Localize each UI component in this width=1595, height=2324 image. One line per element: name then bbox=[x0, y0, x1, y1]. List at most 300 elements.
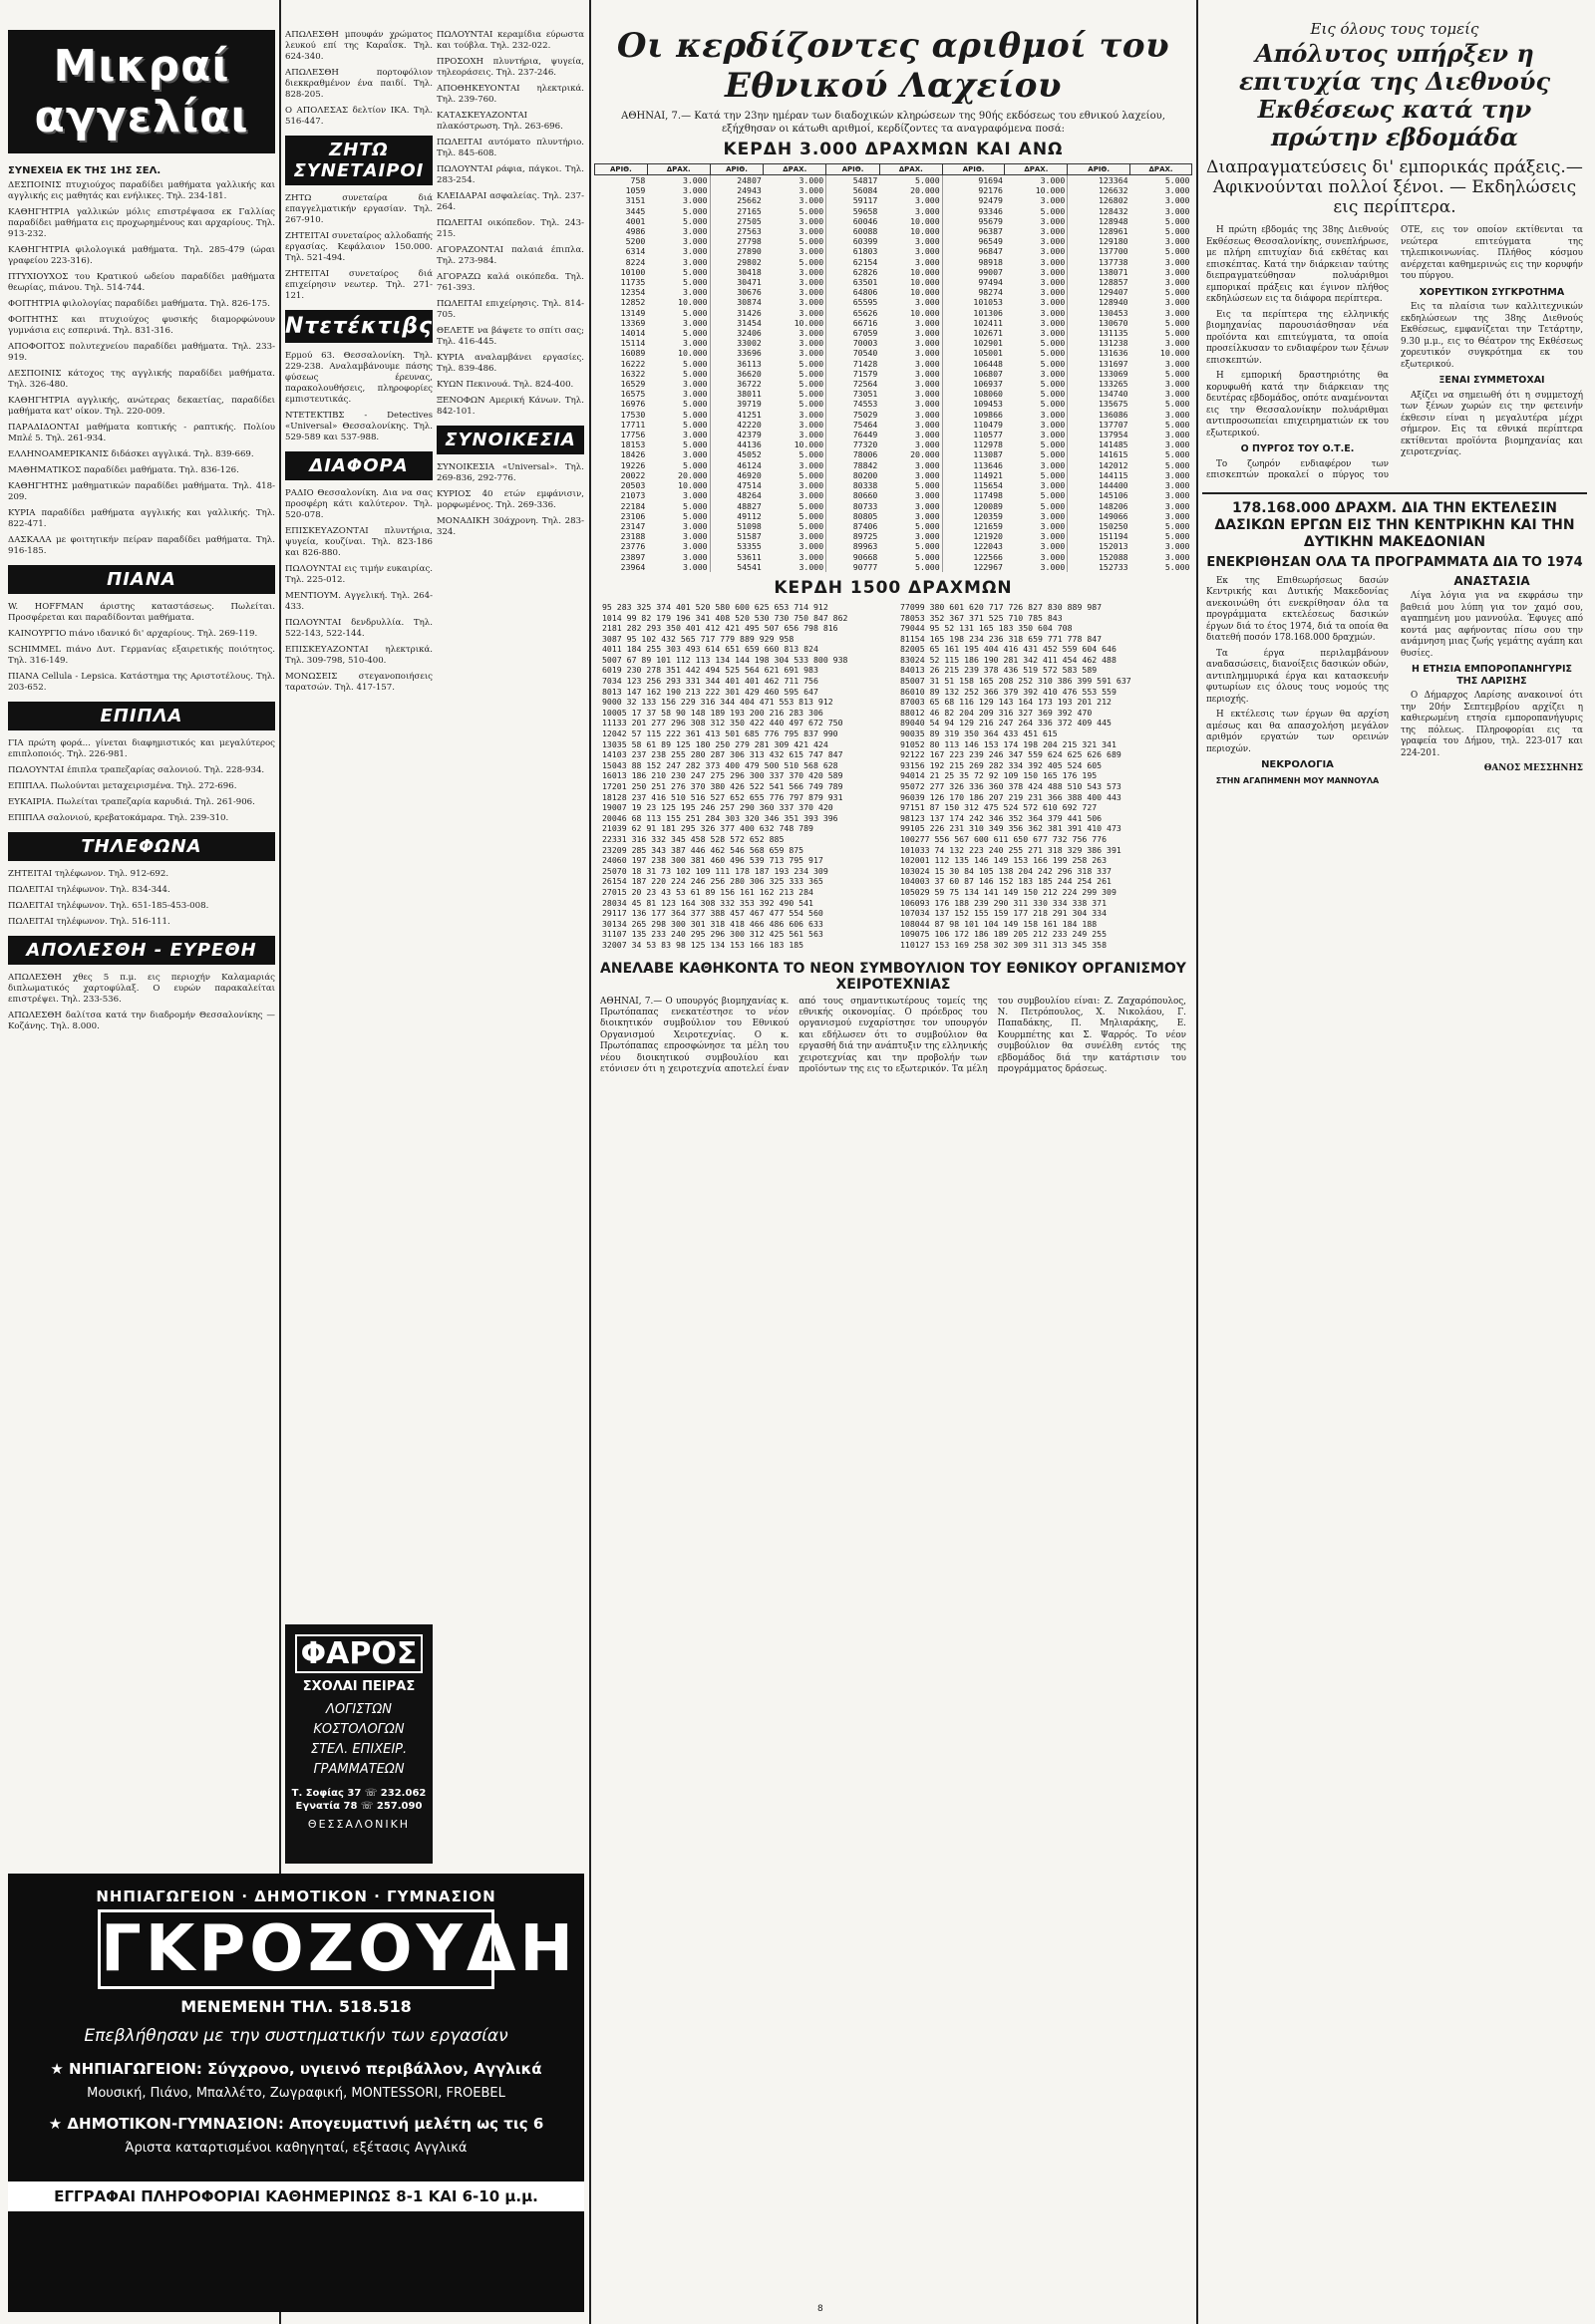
classified-ad: ΦΟΙΤΗΤΗΣ και πτυχιούχος φυσικής διαμορφώνουν γυμνάσια εις εσπερινά. Τηλ. 831-316. bbox=[8, 315, 275, 336]
classified-ad: ΑΠΩΛΕΣΘΗ πορτοφόλιον διεκκραθμένον ένα παιδί. Τηλ. 828-205. bbox=[285, 68, 433, 100]
ads-list-phones bbox=[8, 869, 275, 928]
ads-list-detectives bbox=[285, 351, 433, 443]
ticket-number: 8224 bbox=[625, 256, 646, 267]
ticket-number: 137707 bbox=[1068, 420, 1130, 430]
prize-amount: 3.000 bbox=[1164, 266, 1190, 277]
prize-amount: 5.000 bbox=[1164, 449, 1190, 460]
ticket-number: 142012 bbox=[1068, 460, 1130, 470]
prize-amount: 5.000 bbox=[798, 399, 824, 410]
ticket-number: 60088 bbox=[826, 226, 880, 236]
lottery-col-number: ΑΡΙΘ. bbox=[595, 164, 648, 175]
prize-amount: 3.000 bbox=[682, 379, 708, 390]
ticket-number: 53355 bbox=[710, 541, 764, 551]
prize-amount: 3.000 bbox=[798, 490, 824, 501]
ticket-number: 51098 bbox=[710, 521, 764, 531]
prize-amount: 3.000 bbox=[1164, 297, 1190, 308]
prize-amount: 3.000 bbox=[1040, 551, 1066, 562]
ticket-number: 71579 bbox=[826, 369, 880, 379]
prize-amount: 3.000 bbox=[915, 328, 940, 339]
prize-amount: 3.000 bbox=[682, 449, 708, 460]
classified-ad: W. HOFFMAN άριστης καταστάσεως. Πωλείται. Προσφέρεται και παραδίδονται μαθήματα. bbox=[8, 602, 275, 623]
ticket-number: 72564 bbox=[826, 379, 880, 389]
prize-amount: 3.000 bbox=[1164, 510, 1190, 521]
prize-amount: 3.000 bbox=[1040, 561, 1066, 572]
prize-amount: 3.000 bbox=[682, 531, 708, 542]
prize-amount: 3.000 bbox=[682, 185, 708, 196]
larisa-fair-subhead: Η ΕΤΗΣΙΑ ΕΜΠΟΡΟΠΑΝΗΓΥΡΙΣ ΤΗΣ ΛΑΡΙΣΗΣ bbox=[1412, 664, 1572, 687]
prize-amount: 3.000 bbox=[798, 185, 824, 196]
ticket-number: 152733 bbox=[1068, 562, 1130, 572]
prize-amount: 3.000 bbox=[798, 459, 824, 470]
lottery-row bbox=[595, 185, 1192, 195]
school-kindergarten: ★ ΝΗΠΙΑΓΩΓΕΙΟΝ: Σύγχρονο, υγιεινό περιβάλλον, Αγγλικά bbox=[50, 2060, 542, 2078]
classified-ad: ΕΠΙΠΛΑ σαλονιού, κρεβατοκάμαρα. Τηλ. 239-310. bbox=[8, 813, 229, 823]
classified-ad: ΖΗΤΕΙΤΑΙ συνεταίρος αλλοδαπής εργασίας. Κεφάλαιον 150.000. Τηλ. 521-494. bbox=[285, 231, 433, 263]
ticket-number: 16529 bbox=[620, 379, 646, 390]
lottery-row bbox=[595, 226, 1192, 236]
prize-amount: 5.000 bbox=[1040, 348, 1066, 359]
ticket-number: 39719 bbox=[710, 399, 764, 409]
prize-amount: 3.000 bbox=[682, 175, 708, 185]
ticket-number: 65626 bbox=[826, 308, 880, 318]
ticket-number: 113646 bbox=[942, 460, 1005, 470]
ads-list-rentals bbox=[437, 462, 584, 538]
prize-amount: 5.000 bbox=[682, 205, 708, 216]
prize-amount: 3.000 bbox=[798, 348, 824, 359]
prize-amount: 3.000 bbox=[915, 510, 940, 521]
ticket-number: 61803 bbox=[826, 246, 880, 256]
prize-amount: 5.000 bbox=[798, 520, 824, 531]
lottery-row bbox=[595, 348, 1192, 358]
fair-headline: Απόλυτος υπήρξεν η επιτυχία της Διεθνούς Εκθέσεως κατά την πρώτην εβδομάδα bbox=[1238, 39, 1551, 151]
prize-amount: 3.000 bbox=[1164, 500, 1190, 511]
ticket-number: 23776 bbox=[620, 541, 646, 552]
prize-amount: 3.000 bbox=[798, 195, 824, 206]
section-banner-misc: ΔΙΑΦΟΡΑ bbox=[285, 451, 433, 480]
ticket-number: 16322 bbox=[620, 368, 646, 379]
lottery-row bbox=[595, 267, 1192, 277]
ticket-number: 151194 bbox=[1068, 531, 1130, 541]
ticket-number: 70003 bbox=[826, 338, 880, 348]
ticket-number: 30874 bbox=[710, 297, 764, 307]
prize-amount: 3.000 bbox=[1040, 368, 1066, 379]
ticket-number: 23964 bbox=[620, 561, 646, 572]
prize-amount: 5.000 bbox=[1164, 287, 1190, 298]
prize-amount: 3.000 bbox=[798, 338, 824, 349]
classifieds-subcolumn-b bbox=[437, 0, 584, 543]
lottery-row bbox=[595, 216, 1192, 226]
ticket-number: 60046 bbox=[826, 216, 880, 226]
classifieds-banner: Μικραί αγγελίαι bbox=[8, 30, 275, 153]
prize-amount: 3.000 bbox=[1040, 480, 1066, 491]
prize-amount: 3.000 bbox=[915, 297, 940, 308]
ticket-number: 41251 bbox=[710, 410, 764, 420]
classified-ad: ΠΩΛΟΥΝΤΑΙ κεραμίδια εύρωστα και τούβλα. Τηλ. 232-022. bbox=[437, 30, 584, 51]
classified-ad: ΝΤΕΤΕΚΤΙΒΣ - Detectives «Universal» Θεσσαλονίκης. Τηλ. 529-589 και 537-988. bbox=[285, 411, 433, 442]
prize-amount: 3.000 bbox=[682, 317, 708, 328]
classified-ad: ΞΕΝΟΦΩΝ Αμερική Κάνων. Τηλ. 842-101. bbox=[437, 396, 584, 417]
ticket-number: 144115 bbox=[1068, 470, 1130, 480]
ticket-number: 71428 bbox=[826, 359, 880, 369]
ticket-number: 126632 bbox=[1068, 185, 1130, 195]
prize-amount: 3.000 bbox=[1040, 409, 1066, 420]
forestry-subheadline: ΕΝΕΚΡΙΘΗΣΑΝ ΟΛΑ ΤΑ ΠΡΟΓΡΑΜΜΑΤΑ ΔΙΑ ΤΟ 1974 bbox=[1206, 554, 1583, 570]
ticket-number: 31426 bbox=[710, 308, 764, 318]
prize-amount: 3.000 bbox=[682, 551, 708, 562]
prize-amount: 5.000 bbox=[1040, 469, 1066, 480]
fair-paragraph: Η πρώτη εβδομάς της 38ης Διεθνούς Εκθέσεως Θεσσαλονίκης, συνεπλήρωσε, με πλήρη επιτυχίαν διά εκθέτας και επισκέπτας. Κατά την διάρκειαν ταύτης διεπραγματεύθησαν πολυάριθμοι εμπορικαί πράξεις και έγινον πλήθος εκδηλώσεων εις τα διάφορα περίπτερα. bbox=[1206, 225, 1389, 304]
ticket-number: 54541 bbox=[710, 562, 764, 572]
ticket-number: 108060 bbox=[942, 389, 1005, 399]
ticket-number: 141485 bbox=[1068, 439, 1130, 449]
classified-ad: ΕΥΚΑΙΡΙΑ. Πωλείται τραπεζαρία καρυδιά. Τηλ. 261-906. bbox=[8, 797, 255, 807]
ticket-number: 33696 bbox=[710, 348, 764, 358]
classified-ad: ΜΕΝΤΙΟΥΜ. Αγγελική. Τηλ. 264-433. bbox=[285, 591, 433, 612]
ticket-number: 67059 bbox=[826, 328, 880, 338]
ads-list-lost bbox=[285, 30, 433, 128]
forestry-headline: 178.168.000 ΔΡΑΧΜ. ΔΙΑ ΤΗΝ ΕΚΤΕΛΕΣΙΝ ΔΑΣΙΚΩΝ ΕΡΓΩΝ ΕΙΣ ΤΗΝ ΚΕΝΤΡΙΚΗΝ ΚΑΙ ΤΗΝ ΔΥΤΙΚΗΝ ΜΑΚΕΔΟΝΙΑΝ bbox=[1202, 492, 1587, 551]
prize-amount: 3.000 bbox=[915, 338, 940, 349]
faros-course: ΣΤΕΛ. ΕΠΙΧΕΙΡ. bbox=[310, 1742, 408, 1757]
classified-ad: ΠΩΛΕΙΤΑΙ επιχείρησις. Τηλ. 814-705. bbox=[437, 299, 584, 320]
classified-ad: ΠΩΛΕΙΤΑΙ αυτόματο πλυντήριο. Τηλ. 845-608. bbox=[437, 138, 584, 158]
prize-amount: 3.000 bbox=[1164, 277, 1190, 288]
ticket-number: 27890 bbox=[710, 246, 764, 256]
prize-amount: 5.000 bbox=[798, 500, 824, 511]
lottery-row bbox=[595, 369, 1192, 379]
prize-amount: 3.000 bbox=[1040, 215, 1066, 226]
ticket-number: 110479 bbox=[942, 420, 1005, 430]
classified-ad: Ερμού 63. Θεσσαλονίκη. Τηλ. 229-238. Αναλαμβάνουμε πάσης φύσεως έρευνας, παρακολουθήσεις, πληροφορίες εμπιστευτικάς. bbox=[285, 351, 433, 405]
ticket-number: 121920 bbox=[942, 531, 1005, 541]
lottery-row bbox=[595, 511, 1192, 521]
prize-amount: 3.000 bbox=[798, 561, 824, 572]
classified-ad: ΜΟΝΑΔΙΚΗ 30άχρονη. Τηλ. 283-324. bbox=[437, 516, 584, 537]
lottery-row bbox=[595, 297, 1192, 307]
ticket-number: 63501 bbox=[826, 277, 880, 287]
lottery-row bbox=[595, 206, 1192, 216]
lottery-col-number: ΑΡΙΘ. bbox=[942, 164, 1005, 175]
prize-amount: 3.000 bbox=[798, 307, 824, 318]
prize-amount: 5.000 bbox=[1164, 419, 1190, 430]
ticket-number: 75464 bbox=[826, 420, 880, 430]
prize-amount: 3.000 bbox=[915, 459, 940, 470]
ticket-number: 131135 bbox=[1068, 328, 1130, 338]
prize-amount: 3.000 bbox=[682, 256, 708, 267]
ticket-number: 80338 bbox=[826, 480, 880, 490]
prize-amount: 3.000 bbox=[1040, 307, 1066, 318]
prize-amount: 3.000 bbox=[1040, 266, 1066, 277]
prize-amount: 3.000 bbox=[682, 246, 708, 257]
prize-amount: 3.000 bbox=[798, 215, 824, 226]
prize-amount: 5.000 bbox=[682, 215, 708, 226]
ticket-number: 98274 bbox=[942, 287, 1005, 297]
prize-amount: 5.000 bbox=[682, 328, 708, 339]
ads-list-furniture bbox=[8, 738, 275, 824]
ticket-number: 99007 bbox=[942, 267, 1005, 277]
prize-amount: 3.000 bbox=[798, 430, 824, 440]
prize-amount: 5.000 bbox=[1164, 561, 1190, 572]
ticket-number: 19226 bbox=[620, 459, 646, 470]
ads-list-lost-found bbox=[8, 973, 275, 1032]
prize-amount: 3.000 bbox=[682, 287, 708, 298]
prize-amount: 3.000 bbox=[915, 368, 940, 379]
prize-amount: 5.000 bbox=[682, 500, 708, 511]
ticket-number: 137700 bbox=[1068, 246, 1130, 256]
ticket-number: 120089 bbox=[942, 501, 1005, 511]
prize-amount: 5.000 bbox=[1040, 358, 1066, 369]
section-banner-rentals: ΣΥΝΟΙΚΕΣΙΑ bbox=[437, 426, 584, 454]
prize-amount: 5.000 bbox=[682, 307, 708, 318]
prize-amount: 10.000 bbox=[1159, 348, 1190, 359]
lottery-intro: ΑΘΗΝΑΙ, 7.— Κατά την 23ην ημέραν των διαδοχικών κληρώσεων της 90ής εκδόσεως του εθνικού λαχείου, εξήχθησαν οι κάτωθι αριθμοί, κερδίζοντες τα αναγραφόμενα ποσά: bbox=[621, 111, 1165, 135]
classified-ad: ΑΠΩΛΕΣΘΗ μπουφάν χρώματος λευκού επί της Καραΐσκ. Τηλ. 624-340. bbox=[285, 30, 433, 62]
prize-amount: 3.000 bbox=[1164, 551, 1190, 562]
prize-amount: 3.000 bbox=[1164, 409, 1190, 420]
classified-ad: ΚΑΘΗΓΗΤΗΣ μαθηματικών παραδίδει μαθήματα. Τηλ. 418-209. bbox=[8, 481, 275, 502]
section-banner-furniture: ΕΠΙΠΛΑ bbox=[8, 702, 275, 730]
ticket-number: 47514 bbox=[710, 480, 764, 490]
handicraft-article-text: ΑΘΗΝΑΙ, 7.— Ο υπουργός βιομηχανίας κ. Πρωτόπαπας ενεκατέστησε το νέον διοικητικόν συμβούλιον του Εθνικού Οργανισμού Χειροτεχνίας. Ο κ. Πρωτόπαπας επροσφώνησε τα μέλη του νέου διοικητικού συμβουλίου και ετόνισεν ότι η χειροτεχνία αποτελεί έναν από τους σημαντικωτέρους τομείς της εθνικής οικονομίας. Ο πρόεδρος του οργανισμού ευχαρίστησε τον υπουργόν και εδήλωσεν ότι το συμβούλιον θα εργασθή διά την ανάπτυξιν της ελληνικής χειροτεχνίας και την προβολήν των προϊόντων της εις το εξωτερικόν. Τα μέλη του συμβουλίου είναι: Ζ. Ζαχαρόπουλος, Ν. Πετρόπουλος, Χ. Νικολάου, Γ. Παπαδάκης, Π. Μηλιαράκης, Ε. Κουρμπέτης και Σ. Ψαρρός. Το νέον συμβούλιον θα συνέλθη εντός της εβδομάδος διά την κατάρτισιν του προγράμματος δράσεως. bbox=[600, 996, 1186, 1074]
ticket-number: 29802 bbox=[710, 257, 764, 267]
ticket-number: 106937 bbox=[942, 379, 1005, 389]
prize-amount: 3.000 bbox=[1164, 256, 1190, 267]
classified-ad: ΜΟΝΩΣΕΙΣ στεγανοποιήσεις ταρατσών. Τηλ. 417-157. bbox=[285, 672, 433, 693]
prize-amount: 3.000 bbox=[915, 205, 940, 216]
prize-amount: 3.000 bbox=[1164, 205, 1190, 216]
prize-amount: 3.000 bbox=[798, 551, 824, 562]
ticket-number: 77320 bbox=[826, 439, 880, 449]
page-number: 8 bbox=[817, 2304, 823, 2314]
ticket-number: 36113 bbox=[710, 359, 764, 369]
ticket-number: 74553 bbox=[826, 399, 880, 409]
prize-amount: 3.000 bbox=[1164, 338, 1190, 349]
faros-school-ad bbox=[285, 1624, 433, 1864]
prize-amount: 5.000 bbox=[798, 379, 824, 390]
ticket-number: 49112 bbox=[710, 511, 764, 521]
ticket-number: 59658 bbox=[826, 206, 880, 216]
classified-ad: ΠΩΛΕΙΤΑΙ οικόπεδον. Τηλ. 243-215. bbox=[437, 218, 584, 239]
ads-list-misc bbox=[285, 488, 433, 694]
classified-ad: ΠΤΥΧΙΟΥΧΟΣ του Κρατικού ωδείου παραδίδει μαθήματα θεωρίας, πιάνου. Τηλ. 514-744. bbox=[8, 272, 275, 293]
classified-ad: ΕΠΙΣΚΕΥΑΖΟΝΤΑΙ πλυντήρια, ψυγεία, κουζίναι. Τηλ. 823-186 και 826-880. bbox=[285, 526, 433, 558]
prize-amount: 5.000 bbox=[798, 236, 824, 247]
ticket-number: 20503 bbox=[620, 480, 646, 491]
lottery-row bbox=[595, 439, 1192, 449]
prize-amount: 3.000 bbox=[1164, 439, 1190, 450]
prize-amount: 3.000 bbox=[1040, 195, 1066, 206]
lottery-row bbox=[595, 521, 1192, 531]
ticket-number: 133069 bbox=[1068, 369, 1130, 379]
prize-amount: 3.000 bbox=[682, 541, 708, 552]
prize-amount: 5.000 bbox=[1040, 338, 1066, 349]
ticket-number: 101053 bbox=[942, 297, 1005, 307]
ticket-number: 128940 bbox=[1068, 297, 1130, 307]
classified-ad: ΠΙΑΝΑ Cellula - Lepsica. Κατάστημα της Αριστοτέλους. Τηλ. 203-652. bbox=[8, 672, 275, 693]
prize-amount: 5.000 bbox=[1040, 490, 1066, 501]
lottery-col-amount: ΔΡΑΧ. bbox=[647, 164, 710, 175]
prize-amount: 10.000 bbox=[910, 215, 940, 226]
lottery-row bbox=[595, 449, 1192, 459]
ticket-number: 10100 bbox=[620, 266, 646, 277]
prize-amount: 3.000 bbox=[1040, 246, 1066, 257]
prize-amount: 3.000 bbox=[1164, 490, 1190, 501]
ticket-number: 15114 bbox=[620, 338, 646, 349]
classified-ad: ΑΓΟΡΑΖΩ καλά οικόπεδα. Τηλ. 761-393. bbox=[437, 272, 584, 293]
ticket-number: 64806 bbox=[826, 287, 880, 297]
ticket-number: 131697 bbox=[1068, 359, 1130, 369]
ticket-number: 60399 bbox=[826, 236, 880, 246]
prize-amount: 3.000 bbox=[1040, 459, 1066, 470]
prize-amount: 3.000 bbox=[1040, 520, 1066, 531]
ticket-number: 59117 bbox=[826, 195, 880, 205]
faros-course: ΓΡΑΜΜΑΤΕΩΝ bbox=[313, 1762, 405, 1777]
prize-amount: 5.000 bbox=[1040, 389, 1066, 400]
classified-ad: ΓΙΑ πρώτη φορά... γίνεται διαφημιστικός και μεγαλύτερος επιπλοποιός. Τηλ. 226-981. bbox=[8, 738, 275, 759]
prize-amount: 5.000 bbox=[1164, 459, 1190, 470]
ticket-number: 122967 bbox=[942, 562, 1005, 572]
prize-amount: 5.000 bbox=[1040, 449, 1066, 460]
lottery-table-header bbox=[595, 164, 1192, 175]
lottery-row bbox=[595, 287, 1192, 297]
prize-amount: 3.000 bbox=[915, 439, 940, 450]
ticket-number: 149066 bbox=[1068, 511, 1130, 521]
prize-amount: 5.000 bbox=[682, 368, 708, 379]
classified-ad: ΠΩΛΕΙΤΑΙ τηλέφωνον. Τηλ. 834-344. bbox=[8, 885, 170, 895]
classified-ad: ΖΗΤΩ συνεταίρα διά επαγγελματικήν εργασίαν. Τηλ. 267-910. bbox=[285, 193, 433, 225]
prize-amount: 20.000 bbox=[910, 185, 940, 196]
prize-amount: 5.000 bbox=[682, 277, 708, 288]
ticket-number: 114921 bbox=[942, 470, 1005, 480]
ticket-number: 152088 bbox=[1068, 552, 1130, 562]
ticket-number: 96847 bbox=[942, 246, 1005, 256]
prize-amount: 5.000 bbox=[682, 459, 708, 470]
lottery-col-amount: ΔΡΑΧ. bbox=[879, 164, 942, 175]
ticket-number: 106448 bbox=[942, 359, 1005, 369]
ticket-number: 45052 bbox=[710, 449, 764, 459]
ticket-number: 144400 bbox=[1068, 480, 1130, 490]
ticket-number: 53611 bbox=[710, 552, 764, 562]
classified-ad: ΕΠΙΣΚΕΥΑΖΟΝΤΑΙ ηλεκτρικά. Τηλ. 309-798, 510-400. bbox=[285, 645, 433, 666]
ads-list-partners bbox=[285, 193, 433, 302]
forestry-paragraph: Εκ της Επιθεωρήσεως δασών Κεντρικής και Δυτικής Μακεδονίας ανεκοινώθη ότι ενεκρίθησαν όλα τα προγράμματα εκτελέσεως δασικών έργων διά το έτος 1974, διά τα οποία θα διατεθή ποσόν 178.168.000 δραχμών. bbox=[1206, 575, 1389, 643]
fair-article bbox=[1206, 225, 1583, 482]
ote-tower-text: Το ζωηρόν ενδιαφέρον των επισκεπτών προκαλεί ο πύργος του ΟΤΕ, εις τον οποίον εκτίθενται τα νεώτερα επιτεύγματα της τηλεπικοινωνίας. Πλήθος κόσμου ανέρχεται καθημερινώς εις την κορυφήν του πύργου. bbox=[1206, 225, 1583, 480]
ticket-number: 23897 bbox=[620, 551, 646, 562]
prize-amount: 3.000 bbox=[1040, 541, 1066, 552]
ticket-number: 30676 bbox=[710, 287, 764, 297]
ticket-number: 90668 bbox=[826, 552, 880, 562]
prize-amount: 5.000 bbox=[1040, 399, 1066, 410]
prize-amount: 3.000 bbox=[798, 266, 824, 277]
prize-amount: 10.000 bbox=[910, 226, 940, 237]
prize-amount: 3.000 bbox=[682, 236, 708, 247]
prize-amount: 3.000 bbox=[915, 195, 940, 206]
school-levels: ΝΗΠΙΑΓΩΓΕΙΟΝ · ΔΗΜΟΤΙΚΟΝ · ΓΥΜΝΑΣΙΟΝ bbox=[96, 1888, 496, 1905]
ticket-number: 113087 bbox=[942, 449, 1005, 459]
ticket-number: 51587 bbox=[710, 531, 764, 541]
ticket-number: 92479 bbox=[942, 195, 1005, 205]
ticket-number: 115654 bbox=[942, 480, 1005, 490]
prize-amount: 3.000 bbox=[798, 328, 824, 339]
ticket-number: 105001 bbox=[942, 348, 1005, 358]
ticket-number: 129180 bbox=[1068, 236, 1130, 246]
prize-amount: 10.000 bbox=[1035, 185, 1066, 196]
prize-amount: 3.000 bbox=[798, 226, 824, 237]
lottery-row bbox=[595, 246, 1192, 256]
ticket-number: 62154 bbox=[826, 257, 880, 267]
lottery-row bbox=[595, 236, 1192, 246]
prize-amount: 3.000 bbox=[915, 409, 940, 420]
lottery-col-amount: ΔΡΑΧ. bbox=[1005, 164, 1068, 175]
prize-amount: 10.000 bbox=[678, 297, 708, 308]
prize-amount: 3.000 bbox=[915, 236, 940, 247]
school-kindergarten-detail: Μουσική, Πιάνο, Μπαλλέτο, Ζωγραφική, MONTESSORI, FROEBEL bbox=[87, 2086, 505, 2101]
ticket-number: 20022 bbox=[620, 469, 646, 480]
lottery-row bbox=[595, 257, 1192, 267]
faros-city: ΘΕΣΣΑΛΟΝΙΚΗ bbox=[307, 1818, 411, 1831]
ticket-number: 141615 bbox=[1068, 449, 1130, 459]
prize-amount: 5.000 bbox=[798, 358, 824, 369]
lottery-col-number: ΑΡΙΘ. bbox=[1068, 164, 1130, 175]
lottery-row bbox=[595, 541, 1192, 551]
prize-amount: 5.000 bbox=[1164, 520, 1190, 531]
prize-amount: 3.000 bbox=[915, 430, 940, 440]
school-primary-detail: Άριστα καταρτισμένοι καθηγηταί, εξέτασις Αγγλικά bbox=[125, 2141, 468, 2156]
prize-amount: 3.000 bbox=[1040, 297, 1066, 308]
ticket-number: 137738 bbox=[1068, 257, 1130, 267]
classified-ad: ΚΥΡΙΑ αναλαμβάνει εργασίες. Τηλ. 839-486. bbox=[437, 353, 584, 374]
lottery-row bbox=[595, 480, 1192, 490]
column-divider bbox=[589, 0, 591, 2324]
continued-note: ΣΥΝΕΧΕΙΑ ΕΚ ΤΗΣ 1ΗΣ ΣΕΛ. bbox=[8, 165, 161, 176]
ticket-number: 133265 bbox=[1068, 379, 1130, 389]
ticket-number: 148206 bbox=[1068, 501, 1130, 511]
ticket-number: 137954 bbox=[1068, 430, 1130, 439]
ticket-number: 89963 bbox=[826, 541, 880, 551]
prize-amount: 5.000 bbox=[798, 389, 824, 400]
school-name: ΓΚΡΟΖΟΥΔΗ bbox=[98, 1909, 494, 1989]
ticket-number: 112978 bbox=[942, 439, 1005, 449]
prize-amount: 3.000 bbox=[1040, 328, 1066, 339]
larisa-fair-signature: ΘΑΝΟΣ ΜΕΣΣΗΝΗΣ bbox=[1483, 763, 1583, 773]
ticket-number: 23106 bbox=[620, 510, 646, 521]
ticket-number: 106807 bbox=[942, 369, 1005, 379]
ticket-number: 87406 bbox=[826, 521, 880, 531]
section-banner-detectives: Ντετέκτιβς bbox=[285, 310, 433, 343]
ticket-number: 18153 bbox=[620, 439, 646, 450]
ticket-number: 150250 bbox=[1068, 521, 1130, 531]
prize-amount: 3.000 bbox=[1164, 195, 1190, 206]
ticket-number: 80733 bbox=[826, 501, 880, 511]
ticket-number: 129407 bbox=[1068, 287, 1130, 297]
ticket-number: 27563 bbox=[710, 226, 764, 236]
ticket-number: 78006 bbox=[826, 449, 880, 459]
prize-amount: 3.000 bbox=[798, 277, 824, 288]
ticket-number: 3151 bbox=[625, 195, 646, 206]
ticket-number: 48264 bbox=[710, 490, 764, 500]
prize-amount: 5.000 bbox=[798, 469, 824, 480]
lottery-row bbox=[595, 552, 1192, 562]
classified-ad: ΘΕΛΕΤΕ να βάψετε το σπίτι σας; Τηλ. 416-445. bbox=[437, 326, 584, 347]
lottery-row bbox=[595, 562, 1192, 572]
prize-amount: 5.000 bbox=[682, 266, 708, 277]
lottery-col-number: ΑΡΙΘ. bbox=[826, 164, 880, 175]
prize-amount: 5.000 bbox=[915, 561, 940, 572]
prize-amount: 3.000 bbox=[1040, 236, 1066, 247]
lottery-row bbox=[595, 501, 1192, 511]
ticket-number: 152013 bbox=[1068, 541, 1130, 551]
